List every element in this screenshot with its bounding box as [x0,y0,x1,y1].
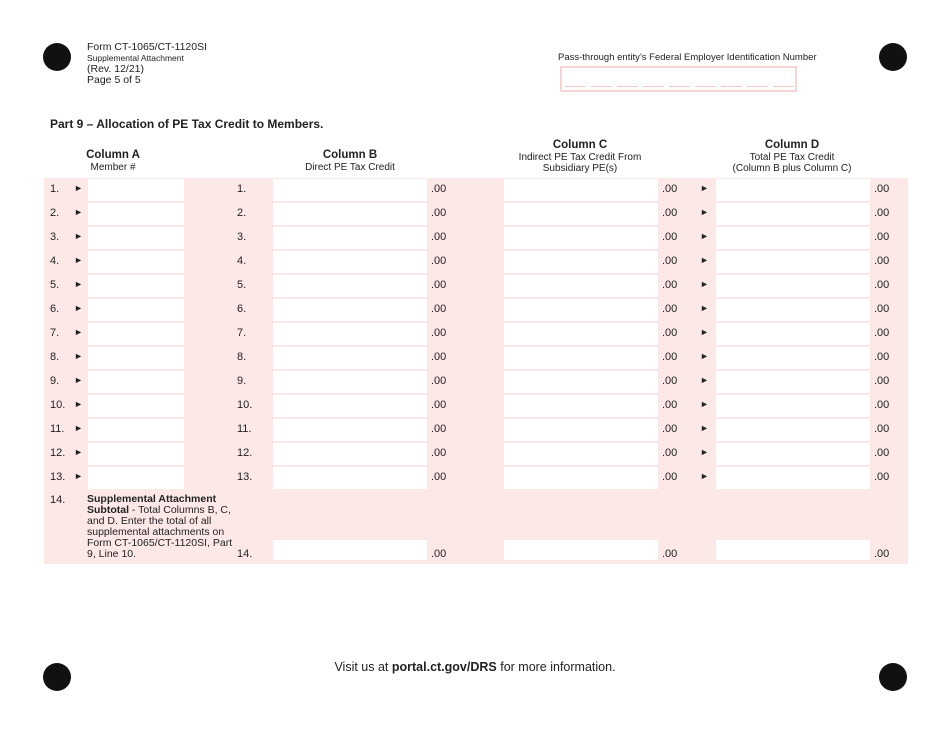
cents-label: .00 [431,471,447,483]
total-credit-input[interactable] [716,275,870,297]
indirect-credit-input[interactable] [504,299,658,321]
column-d-subtitle-line1: Total PE Tax Credit [749,152,835,163]
row-number-b: 8. [237,351,247,363]
cents-label: .00 [662,548,678,560]
member-number-input[interactable] [88,203,184,225]
footer-text-pre: Visit us at [334,660,392,674]
row-number: 2. [50,207,60,219]
table-row [44,298,908,322]
arrow-icon: ► [700,423,709,433]
direct-credit-input[interactable] [273,203,427,225]
row-number: 12. [50,447,66,459]
arrow-icon: ► [74,231,83,241]
column-a-title: Column A [86,149,140,161]
row-number: 6. [50,303,60,315]
row-number-b: 9. [237,375,247,387]
indirect-credit-input[interactable] [504,275,658,297]
arrow-icon: ► [74,183,83,193]
arrow-icon: ► [74,351,83,361]
footer [0,660,950,674]
column-b-subtitle: Direct PE Tax Credit [305,162,395,173]
row-number: 8. [50,351,60,363]
column-b-header [270,148,430,173]
row-number: 9. [50,375,60,387]
direct-credit-input[interactable] [273,347,427,369]
indirect-credit-input[interactable] [504,323,658,345]
cents-label: .00 [874,423,890,435]
cents-label: .00 [662,231,678,243]
cents-label: .00 [662,255,678,267]
total-credit-input[interactable] [716,395,870,417]
cents-label: .00 [662,471,678,483]
total-credit-input[interactable] [716,347,870,369]
cents-label: .00 [431,447,447,459]
subtotal-indirect-credit-input[interactable] [504,540,658,560]
indirect-credit-input[interactable] [504,227,658,249]
cents-label: .00 [874,351,890,363]
member-number-input[interactable] [88,251,184,273]
cents-label: .00 [662,399,678,411]
column-c-subtitle-line2: Subsidiary PE(s) [542,163,618,174]
row-number-b: 7. [237,327,247,339]
table-row [44,370,908,394]
table-row [44,346,908,370]
cents-label: .00 [431,375,447,387]
cents-label: .00 [874,399,890,411]
arrow-icon: ► [74,375,83,385]
direct-credit-input[interactable] [273,323,427,345]
cents-label: .00 [874,375,890,387]
direct-credit-input[interactable] [273,419,427,441]
cents-label: .00 [431,327,447,339]
cents-label: .00 [662,423,678,435]
footer-text-post: for more information. [496,660,616,674]
cents-label: .00 [874,548,890,560]
cents-label: .00 [874,183,890,195]
table-row [44,226,908,250]
row-number: 7. [50,327,60,339]
arrow-icon: ► [74,471,83,481]
direct-credit-input[interactable] [273,443,427,465]
row-number: 4. [50,255,60,267]
column-a-header [63,148,163,173]
subtotal-total-credit-input[interactable] [716,540,870,560]
table-row [44,442,908,466]
direct-credit-input[interactable] [273,299,427,321]
arrow-icon: ► [74,279,83,289]
column-d-title: Column D [764,139,820,151]
cents-label: .00 [662,447,678,459]
form-subtitle: Supplemental Attachment [87,53,184,63]
cents-label: .00 [874,303,890,315]
indirect-credit-input[interactable] [504,179,658,201]
arrow-icon: ► [74,423,83,433]
indirect-credit-input[interactable] [504,347,658,369]
indirect-credit-input[interactable] [504,395,658,417]
row-number: 3. [50,231,60,243]
member-number-input[interactable] [88,227,184,249]
direct-credit-input[interactable] [273,371,427,393]
row-number: 13. [50,471,66,483]
column-d-subtitle-line2: (Column B plus Column C) [732,163,852,174]
row-number-b: 3. [237,231,247,243]
member-number-input[interactable] [88,347,184,369]
member-number-input[interactable] [88,395,184,417]
table-row [44,178,908,202]
arrow-icon: ► [700,327,709,337]
member-number-input[interactable] [88,371,184,393]
row-number-b: 13. [237,471,253,483]
registration-mark-top-left [43,43,71,71]
arrow-icon: ► [700,351,709,361]
arrow-icon: ► [74,327,83,337]
total-credit-input[interactable] [716,443,870,465]
registration-mark-top-right [879,43,907,71]
cents-label: .00 [662,351,678,363]
cents-label: .00 [431,183,447,195]
arrow-icon: ► [700,255,709,265]
direct-credit-input[interactable] [273,227,427,249]
part-title: Part 9 – Allocation of PE Tax Credit to Members. [50,117,324,131]
total-credit-input[interactable] [716,203,870,225]
member-number-input[interactable] [88,419,184,441]
row-number-b: 4. [237,255,247,267]
indirect-credit-input[interactable] [504,251,658,273]
table-row [44,250,908,274]
total-credit-input[interactable] [716,251,870,273]
subtotal-title: Supplemental Attachment Subtotal [87,493,217,516]
member-number-input[interactable] [88,467,184,489]
cents-label: .00 [874,327,890,339]
row-number-b: 2. [237,207,247,219]
column-c-header [500,138,660,174]
row-number: 14. [50,494,66,506]
direct-credit-input[interactable] [273,275,427,297]
member-number-input[interactable] [88,179,184,201]
arrow-icon: ► [74,303,83,313]
row-number-b: 5. [237,279,247,291]
form-revision: (Rev. 12/21) [87,63,144,75]
member-number-input[interactable] [88,275,184,297]
subtotal-instructions: - Total Columns B, C, and D. Enter the total of all supplemental attachments on Form CT-1065/CT-1120SI, Part 9, Line 10. [87,504,233,560]
arrow-icon: ► [74,255,83,265]
total-credit-input[interactable] [716,323,870,345]
arrow-icon: ► [74,447,83,457]
cents-label: .00 [874,279,890,291]
form-name: Form CT-1065/CT-1120SI [87,41,208,53]
cents-label: .00 [662,183,678,195]
total-credit-input[interactable] [716,371,870,393]
column-b-title: Column B [322,149,378,161]
arrow-icon: ► [700,447,709,457]
total-credit-input[interactable] [716,467,870,489]
row-number-b: 14. [237,548,253,560]
cents-label: .00 [874,207,890,219]
table-row [44,418,908,442]
cents-label: .00 [662,303,678,315]
arrow-icon: ► [700,375,709,385]
cents-label: .00 [431,279,447,291]
cents-label: .00 [874,471,890,483]
fein-label: Pass-through entity’s Federal Employer Identification Number [558,52,817,63]
table-row [44,322,908,346]
arrow-icon: ► [700,303,709,313]
cents-label: .00 [874,447,890,459]
member-number-input[interactable] [88,299,184,321]
cents-label: .00 [662,279,678,291]
direct-credit-input[interactable] [273,395,427,417]
arrow-icon: ► [700,231,709,241]
subtotal-row [44,490,908,564]
column-c-subtitle-line1: Indirect PE Tax Credit From [518,152,642,163]
arrow-icon: ► [700,399,709,409]
cents-label: .00 [662,207,678,219]
direct-credit-input[interactable] [273,179,427,201]
arrow-icon: ► [700,207,709,217]
row-number-b: 12. [237,447,253,459]
direct-credit-input[interactable] [273,251,427,273]
cents-label: .00 [431,423,447,435]
column-c-title: Column C [552,139,608,151]
row-number-b: 10. [237,399,253,411]
subtotal-description [87,494,237,560]
indirect-credit-input[interactable] [504,203,658,225]
cents-label: .00 [431,399,447,411]
page-number: Page 5 of 5 [87,74,141,86]
footer-link[interactable]: portal.ct.gov/DRS [391,660,497,674]
arrow-icon: ► [74,207,83,217]
cents-label: .00 [431,548,447,560]
total-credit-input[interactable] [716,179,870,201]
cents-label: .00 [662,375,678,387]
cents-label: .00 [431,231,447,243]
fein-input[interactable] [560,66,797,92]
row-number-b: 11. [237,423,252,435]
row-number-b: 6. [237,303,247,315]
indirect-credit-input[interactable] [504,443,658,465]
cents-label: .00 [431,255,447,267]
cents-label: .00 [874,255,890,267]
row-number-b: 1. [237,183,247,195]
table-row [44,394,908,418]
row-number: 10. [50,399,66,411]
direct-credit-input[interactable] [273,467,427,489]
member-number-input[interactable] [88,443,184,465]
table-row [44,274,908,298]
total-credit-input[interactable] [716,227,870,249]
row-number: 1. [50,183,60,195]
table-row [44,466,908,490]
column-d-header [712,138,872,174]
cents-label: .00 [431,303,447,315]
indirect-credit-input[interactable] [504,371,658,393]
arrow-icon: ► [700,279,709,289]
arrow-icon: ► [700,183,709,193]
total-credit-input[interactable] [716,419,870,441]
form-header [87,42,207,86]
row-number: 5. [50,279,60,291]
indirect-credit-input[interactable] [504,419,658,441]
cents-label: .00 [431,351,447,363]
arrow-icon: ► [74,399,83,409]
arrow-icon: ► [700,471,709,481]
cents-label: .00 [874,231,890,243]
column-a-subtitle: Member # [90,162,136,173]
member-number-input[interactable] [88,323,184,345]
total-credit-input[interactable] [716,299,870,321]
cents-label: .00 [431,207,447,219]
table-row [44,202,908,226]
row-number: 11. [50,423,65,435]
indirect-credit-input[interactable] [504,467,658,489]
cents-label: .00 [662,327,678,339]
subtotal-direct-credit-input[interactable] [273,540,427,560]
